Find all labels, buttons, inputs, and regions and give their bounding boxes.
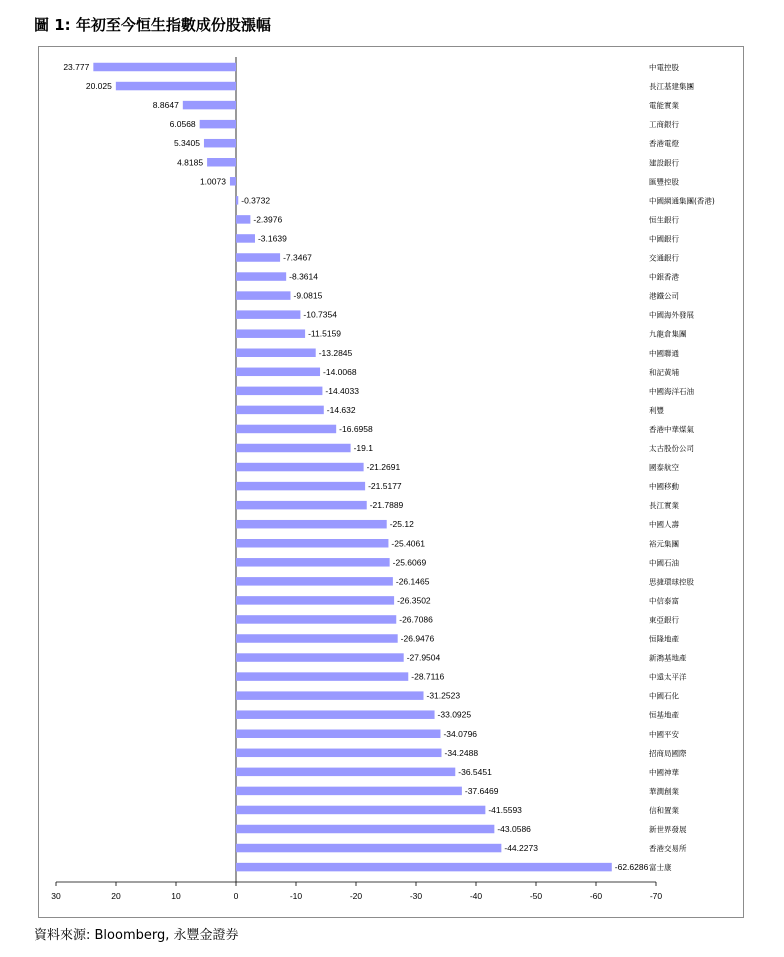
data-label: -62.6286 (614, 862, 649, 873)
bar (236, 349, 316, 358)
figure-title: 圖 1: 年初至今恒生指數成份股漲幅 (34, 16, 271, 34)
category-label: 思捷環球控股 (649, 577, 694, 587)
category-label: 裕元集團 (649, 539, 679, 549)
data-label: -14.0068 (323, 366, 357, 377)
x-tick-label: -50 (529, 891, 543, 901)
bar (236, 863, 612, 872)
data-label: -44.2273 (504, 843, 538, 854)
x-tick-label: 0 (233, 891, 239, 901)
bar (236, 806, 485, 815)
category-label: 匯豐控股 (649, 177, 679, 187)
data-label: -26.1465 (395, 576, 430, 587)
category-label: 中國海外發展 (649, 310, 694, 320)
data-label: -16.6958 (339, 423, 373, 434)
bar (236, 691, 424, 700)
category-label: 中銀香港 (649, 272, 679, 282)
category-label: 東亞銀行 (649, 615, 679, 625)
data-label: -31.2523 (426, 690, 461, 701)
bar (236, 844, 501, 853)
category-label: 中國石油 (649, 558, 679, 568)
category-label: 建設銀行 (649, 158, 679, 168)
category-label: 富士康 (649, 863, 672, 873)
data-label: 8.8647 (152, 100, 179, 111)
x-tick-label: -10 (289, 891, 303, 901)
category-label: 利豐 (649, 405, 664, 415)
category-label: 中國石化 (649, 691, 679, 701)
bar (236, 291, 290, 300)
data-label: -26.3502 (397, 595, 431, 606)
data-label: -7.3467 (283, 252, 312, 263)
category-label: 長江實業 (649, 501, 679, 511)
chart-frame (38, 46, 744, 918)
bar (236, 768, 455, 777)
category-label: 交通銀行 (649, 253, 679, 263)
bar (236, 787, 462, 796)
data-label: -25.12 (389, 519, 414, 530)
bar (236, 234, 255, 243)
category-label: 電能實業 (649, 101, 679, 111)
x-tick-label: -60 (589, 891, 603, 901)
bar (204, 139, 236, 148)
category-label: 香港電燈 (649, 139, 679, 149)
bar (236, 368, 320, 377)
data-label: -21.2691 (366, 462, 401, 473)
category-label: 中國聯通 (649, 348, 679, 358)
data-label: -13.2845 (318, 347, 353, 358)
data-label: 5.3405 (173, 138, 200, 149)
x-tick-label: 10 (171, 891, 181, 901)
bar (236, 653, 404, 662)
data-label: -28.7116 (411, 671, 445, 682)
bar (236, 425, 336, 434)
category-label: 中國神華 (649, 767, 679, 777)
data-label: -19.1 (353, 443, 373, 453)
category-label: 中國網通集團(香港) (649, 196, 715, 206)
bar (236, 577, 393, 586)
bar (236, 558, 390, 567)
bar (236, 672, 408, 681)
data-label: 20.025 (85, 81, 112, 92)
data-label: -27.9504 (406, 652, 441, 663)
data-label: -3.1639 (257, 233, 287, 244)
bar-chart (39, 47, 745, 919)
data-label: 6.0568 (169, 119, 196, 130)
bar (236, 825, 494, 834)
data-label: -36.5451 (458, 766, 492, 777)
bar (230, 177, 236, 186)
bar (236, 520, 387, 529)
data-label: 4.8185 (177, 157, 204, 168)
category-label: 長江基建集團 (649, 82, 694, 92)
bar (207, 158, 236, 167)
bar (236, 253, 280, 262)
x-tick-label: 30 (51, 891, 61, 901)
data-label: -0.3732 (241, 195, 271, 206)
category-label: 國泰航空 (649, 463, 679, 473)
data-label: -43.0586 (497, 824, 531, 834)
bar (236, 215, 250, 224)
data-label: -21.5177 (368, 481, 402, 492)
category-label: 太古股份公司 (649, 444, 694, 453)
data-label: -21.7889 (369, 500, 404, 511)
data-label: -10.7354 (303, 309, 337, 320)
category-label: 中國人壽 (649, 520, 679, 530)
bar (236, 387, 322, 396)
bar (236, 634, 398, 643)
category-label: 港鐵公司 (649, 291, 679, 301)
data-label: -14.4033 (325, 385, 359, 396)
category-label: 中國移動 (649, 482, 679, 492)
data-label: -26.9476 (400, 633, 435, 644)
x-tick-label: -40 (469, 891, 483, 901)
bar (116, 82, 236, 91)
data-label: 1.0073 (199, 176, 226, 187)
bar (236, 501, 367, 510)
bar (236, 272, 286, 281)
data-label: -25.4061 (391, 538, 425, 549)
data-label: -34.2488 (444, 747, 479, 758)
category-label: 新鴻基地產 (649, 653, 687, 663)
x-tick-label: 20 (111, 891, 121, 901)
data-label: -8.3614 (289, 271, 319, 282)
data-label: -41.5593 (488, 804, 522, 815)
category-label: 恒生銀行 (649, 215, 679, 225)
data-label: -11.5159 (308, 328, 342, 339)
category-label: 和記黃埔 (649, 367, 679, 377)
bar (236, 596, 394, 605)
category-label: 中國銀行 (649, 234, 679, 244)
category-label: 香港交易所 (649, 844, 687, 854)
category-label: 恒基地產 (649, 710, 679, 720)
bar (183, 101, 236, 110)
bar (236, 329, 305, 338)
data-label: -9.0815 (293, 290, 323, 301)
bar (236, 539, 388, 548)
x-tick-label: -20 (349, 891, 363, 901)
data-label: -25.6069 (392, 557, 427, 568)
source-note: 資料來源: Bloomberg, 永豐金證券 (34, 928, 239, 943)
bar (236, 749, 441, 758)
category-label: 工商銀行 (649, 120, 679, 130)
category-label: 信和置業 (649, 805, 679, 815)
category-label: 中國平安 (649, 729, 679, 739)
x-tick-label: -70 (649, 891, 663, 901)
bar (200, 120, 236, 128)
bar (236, 710, 435, 719)
data-label: -33.0925 (437, 709, 472, 720)
category-label: 中遠太平洋 (649, 672, 687, 682)
x-tick-label: -30 (409, 891, 423, 901)
bar (236, 463, 364, 472)
category-label: 華潤創業 (649, 786, 679, 796)
bar (236, 310, 300, 319)
category-label: 中信泰富 (649, 596, 679, 606)
bar (236, 730, 440, 739)
category-label: 恒隆地產 (649, 634, 679, 644)
bar (236, 406, 324, 415)
bar (236, 615, 396, 624)
bar (236, 444, 351, 453)
category-label: 九龍倉集團 (649, 329, 687, 339)
bar (93, 63, 236, 72)
data-label: 23.777 (63, 62, 90, 72)
category-label: 中國海洋石油 (649, 386, 694, 396)
category-label: 新世界發展 (649, 825, 687, 834)
data-label: -37.6469 (464, 785, 499, 796)
category-label: 中電控股 (649, 63, 679, 72)
category-label: 香港中華煤氣 (649, 424, 694, 434)
bar (236, 482, 365, 491)
bar (236, 196, 238, 205)
data-label: -2.3976 (253, 214, 283, 225)
data-label: -14.632 (326, 404, 356, 415)
data-label: -34.0796 (443, 728, 478, 739)
data-label: -26.7086 (399, 614, 433, 625)
category-label: 招商局國際 (649, 748, 687, 758)
